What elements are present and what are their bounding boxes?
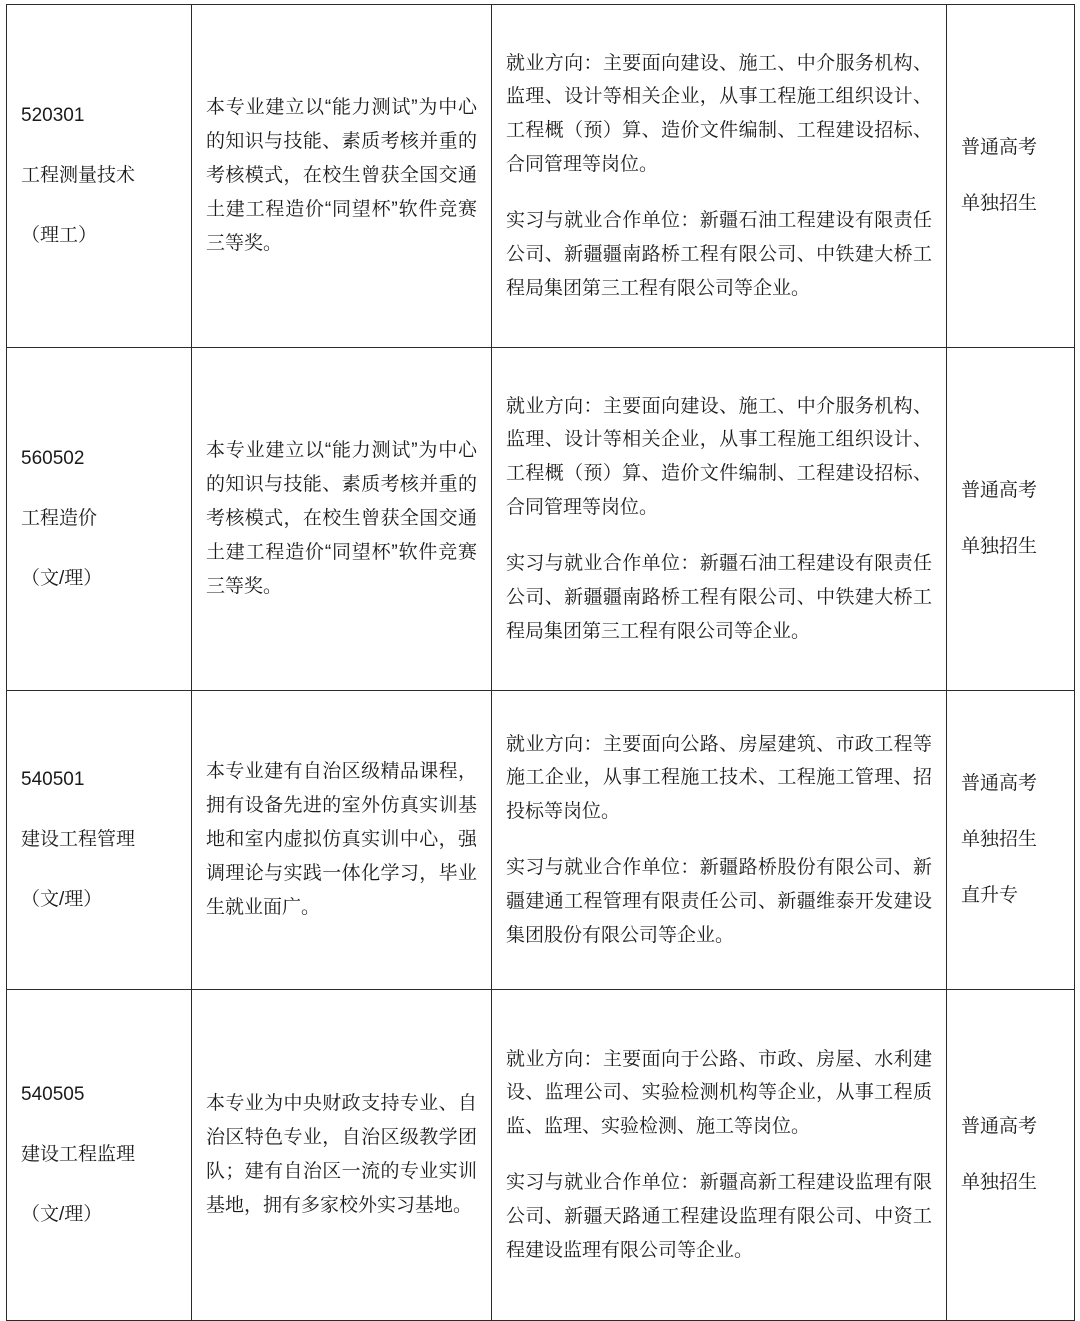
admission-type: 普通高考 [961, 137, 1038, 159]
major-category: （理工） [21, 224, 98, 246]
admission-type: 单独招生 [961, 829, 1038, 851]
major-description: 本专业建有自治区级精品课程，拥有设备先进的室外仿真实训基地和室内虚拟仿真实训中心，强调理论与实践一体化学习，毕业生就业面广。 [192, 691, 492, 990]
major-category: （文/理） [21, 567, 103, 589]
table-row [7, 5, 1075, 348]
major-code-cell [7, 5, 192, 348]
admission-type: 普通高考 [961, 480, 1038, 502]
employment-direction: 就业方向：主要面向公路、房屋建筑、市政工程等施工企业，从事工程施工技术、工程施工管理、招投标等岗位。 [506, 733, 932, 823]
employment-direction: 就业方向：主要面向建设、施工、中介服务机构、监理、设计等相关企业，从事工程施工组织设计、工程概（预）算、造价文件编制、工程建设招标、合同管理等岗位。 [506, 395, 932, 519]
admission-type: 普通高考 [961, 773, 1038, 795]
employment-direction: 就业方向：主要面向建设、施工、中介服务机构、监理、设计等相关企业，从事工程施工组织设计、工程概（预）算、造价文件编制、工程建设招标、合同管理等岗位。 [506, 52, 932, 176]
admission-cell [947, 990, 1075, 1321]
major-code: 540501 [21, 769, 85, 791]
partner-units: 实习与就业合作单位：新疆路桥股份有限公司、新疆建通工程管理有限责任公司、新疆维泰开发建设集团股份有限公司等企业。 [506, 857, 932, 946]
admission-cell [947, 691, 1075, 990]
admission-type: 普通高考 [961, 1116, 1038, 1138]
major-name: 建设工程监理 [21, 1144, 136, 1166]
partner-units: 实习与就业合作单位：新疆石油工程建设有限责任公司、新疆疆南路桥工程有限公司、中铁建大桥工程局集团第三工程有限公司等企业。 [506, 209, 932, 299]
major-code: 540505 [21, 1084, 85, 1106]
major-description: 本专业建立以“能力测试”为中心的知识与技能、素质考核并重的考核模式，在校生曾获全国交通土建工程造价“同望杯”软件竞赛三等奖。 [192, 5, 492, 348]
employment-cell [492, 691, 947, 990]
major-code-cell [7, 691, 192, 990]
admission-cell [947, 348, 1075, 691]
table-row [7, 691, 1075, 990]
admission-type: 直升专 [961, 884, 1019, 906]
major-code: 560502 [21, 448, 85, 470]
admission-type: 单独招生 [961, 536, 1038, 557]
major-listing-table [6, 4, 1075, 1321]
major-name: 工程造价 [21, 508, 98, 530]
table-row [7, 990, 1075, 1321]
major-code: 520301 [21, 105, 85, 127]
major-name: 工程测量技术 [21, 165, 136, 187]
employment-cell [492, 990, 947, 1321]
admission-type: 单独招生 [961, 1172, 1038, 1193]
table-row [7, 348, 1075, 691]
major-code-cell [7, 990, 192, 1321]
employment-cell [492, 348, 947, 691]
employment-direction: 就业方向：主要面向于公路、市政、房屋、水利建设、监理公司、实验检测机构等企业，从事工程质监、监理、实验检测、施工等岗位。 [506, 1048, 932, 1138]
partner-units: 实习与就业合作单位：新疆高新工程建设监理有限公司、新疆天路通工程建设监理有限公司、中资工程建设监理有限公司等企业。 [506, 1172, 932, 1261]
admission-cell [947, 5, 1075, 348]
major-category: （文/理） [21, 1203, 103, 1225]
major-description: 本专业建立以“能力测试”为中心的知识与技能、素质考核并重的考核模式，在校生曾获全国交通土建工程造价“同望杯”软件竞赛三等奖。 [192, 348, 492, 691]
major-description: 本专业为中央财政支持专业、自治区特色专业，自治区级教学团队；建有自治区一流的专业实训基地，拥有多家校外实习基地。 [192, 990, 492, 1321]
partner-units: 实习与就业合作单位：新疆石油工程建设有限责任公司、新疆疆南路桥工程有限公司、中铁建大桥工程局集团第三工程有限公司等企业。 [506, 552, 932, 642]
admission-type: 单独招生 [961, 193, 1038, 214]
major-name: 建设工程管理 [21, 829, 136, 851]
major-category: （文/理） [21, 888, 103, 910]
major-code-cell [7, 348, 192, 691]
employment-cell [492, 5, 947, 348]
